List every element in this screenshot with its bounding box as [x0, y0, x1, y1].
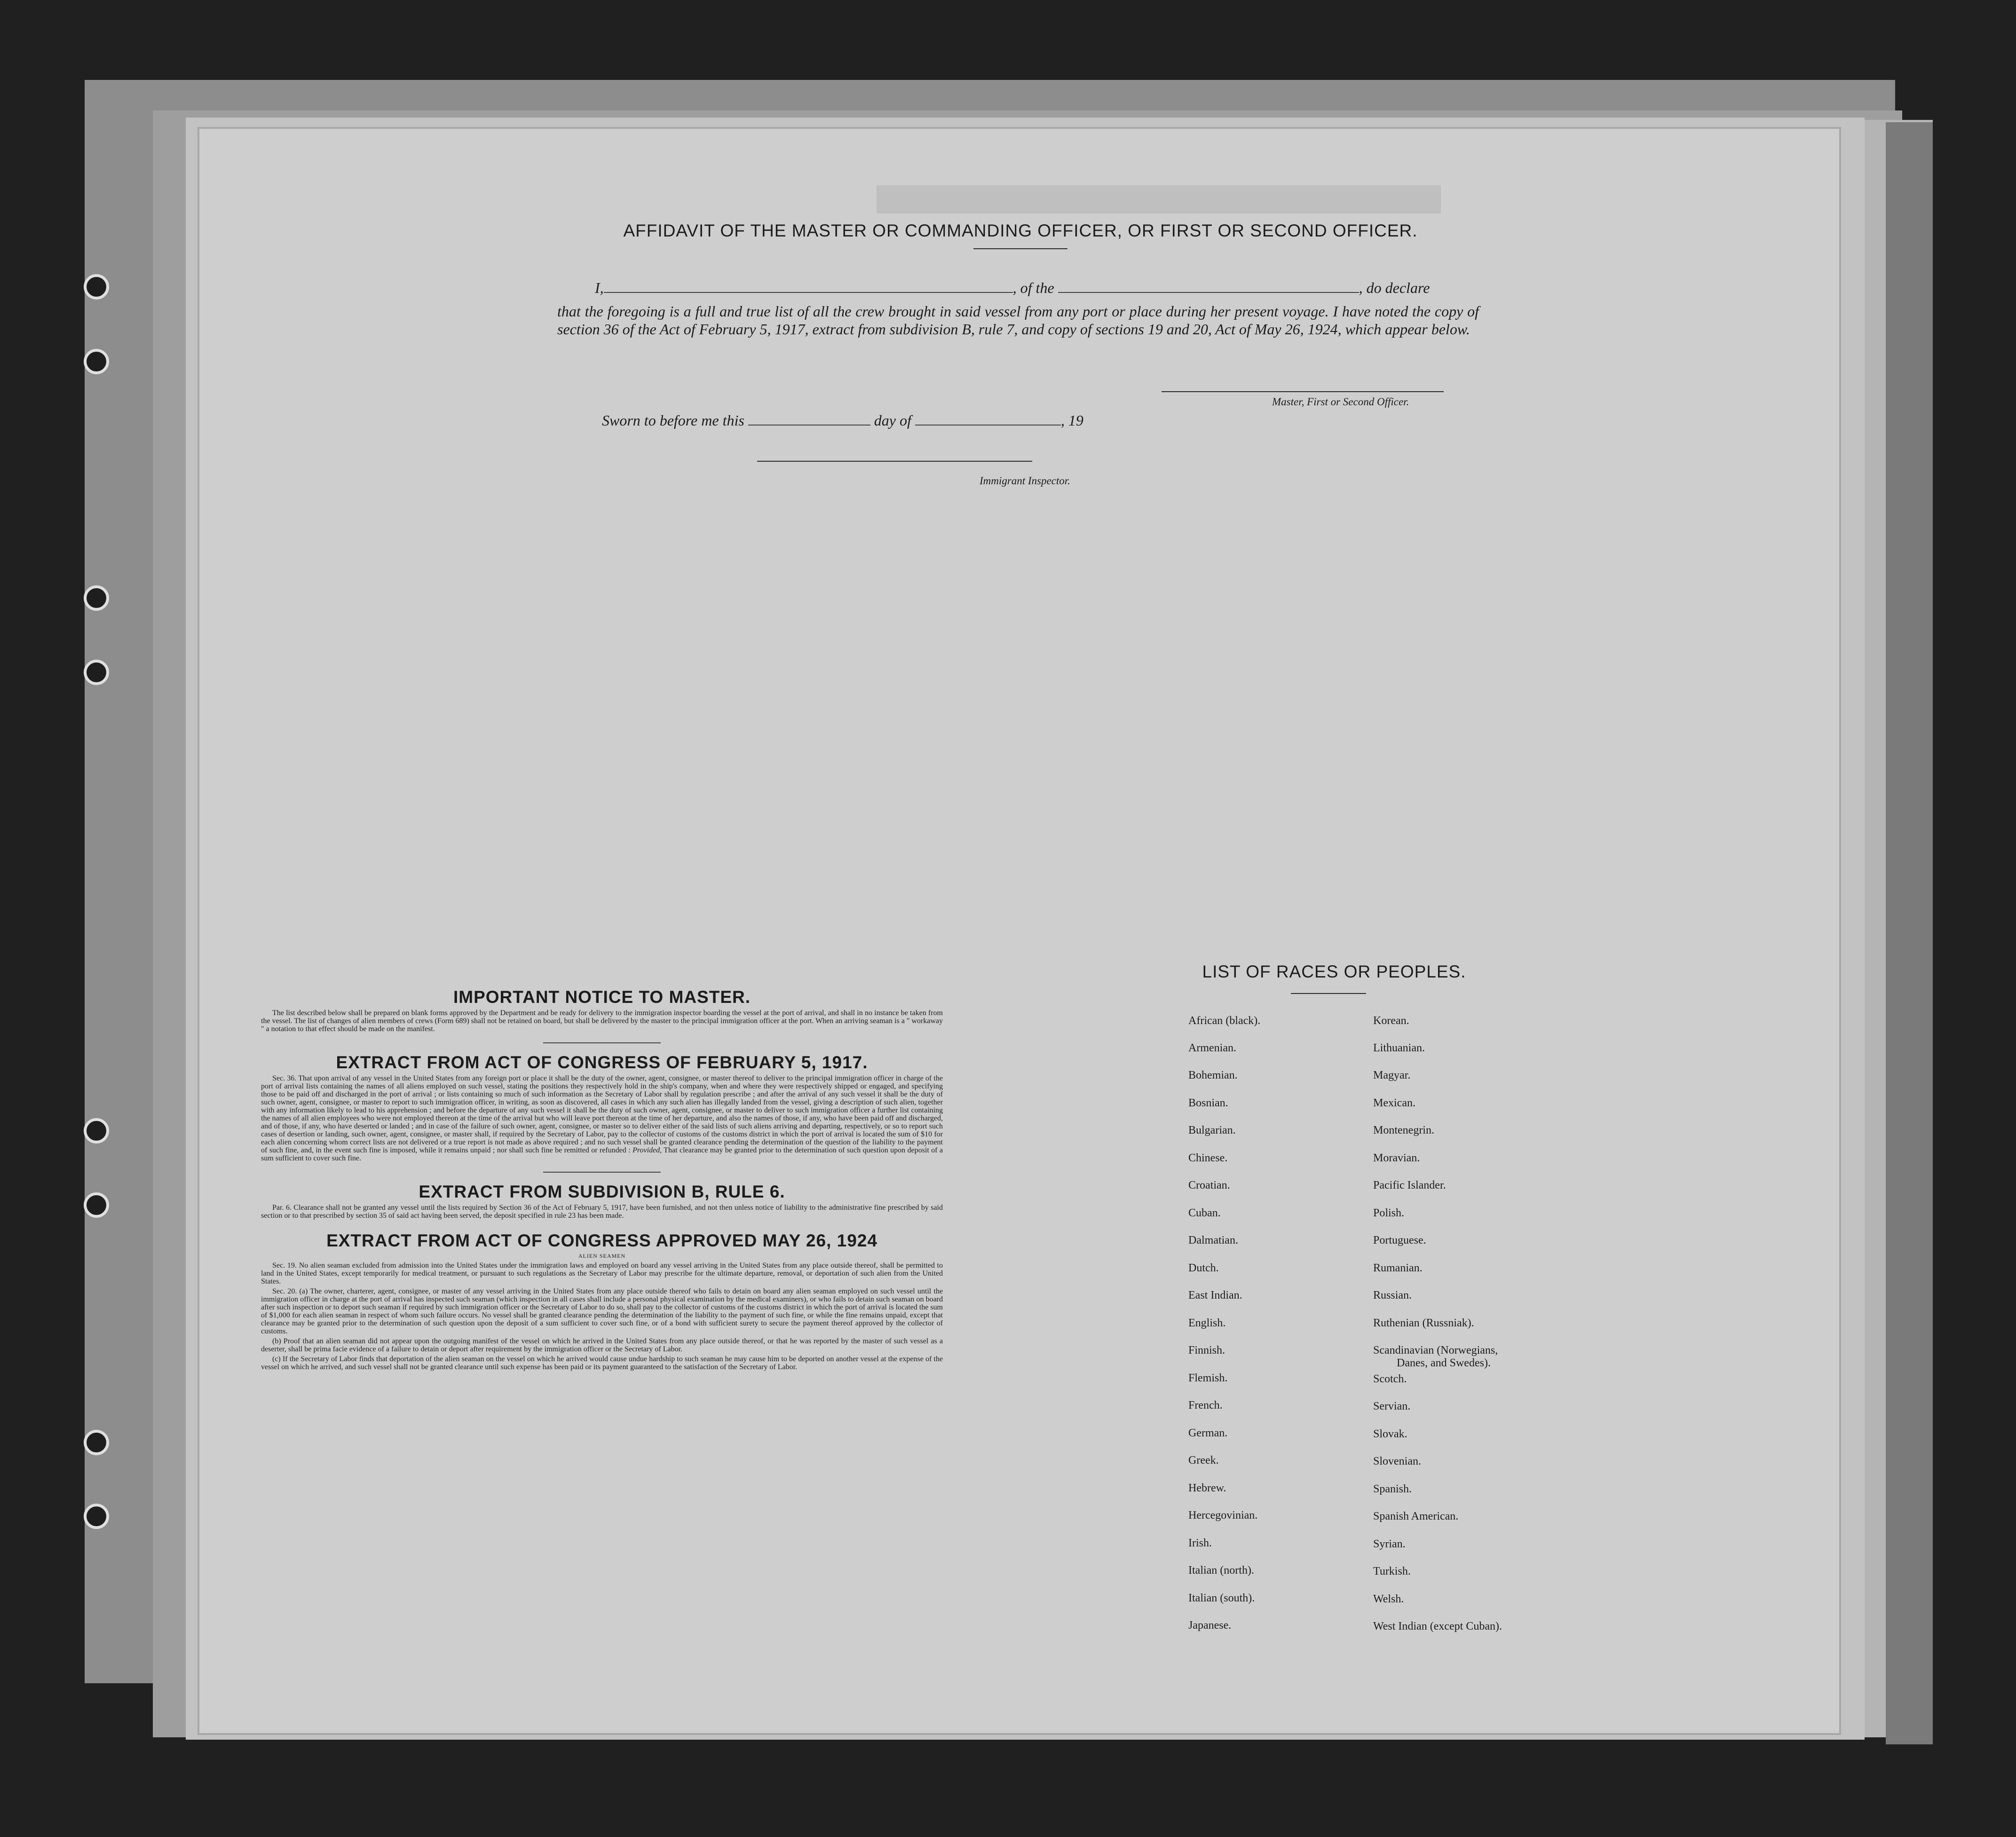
race-right-item: Ruthenian (Russniak).: [1373, 1317, 1474, 1329]
races-title-rule: [1291, 993, 1366, 994]
sworn-day-of: day of: [874, 412, 911, 429]
race-left-item: Irish.: [1188, 1537, 1212, 1549]
race-right-item: Montenegrin.: [1373, 1124, 1434, 1136]
proviso-label: Provided,: [632, 1146, 662, 1154]
race-left-item: Greek.: [1188, 1454, 1219, 1466]
race-right-item: Slovenian.: [1373, 1455, 1421, 1467]
sworn-line: [602, 412, 1083, 429]
bleed-through-header: [877, 185, 1441, 213]
race-right-item: Syrian.: [1373, 1538, 1406, 1550]
race-right-item: Korean.: [1373, 1015, 1409, 1027]
affidavit-of-the: , of the: [1012, 279, 1054, 296]
race-right-item: Mexican.: [1373, 1097, 1415, 1109]
races-title: LIST OF RACES OR PEOPLES.: [1202, 962, 1466, 981]
race-left-item: Chinese.: [1188, 1152, 1228, 1164]
proviso-text: That clearance may be granted prior to the determination of such question upon deposit of a sum sufficient to cover such fine.: [261, 1146, 943, 1162]
race-left-item: Italian (south).: [1188, 1592, 1255, 1604]
race-right-item: Magyar.: [1373, 1069, 1411, 1081]
spacer: [261, 1220, 943, 1231]
race-right-item: Rumanian.: [1373, 1262, 1423, 1274]
binding-hole: [84, 585, 109, 611]
sworn-prefix: Sworn to before me this: [602, 412, 744, 429]
race-left-item: Armenian.: [1188, 1042, 1236, 1054]
sec-19-text: Sec. 19. No alien seaman excluded from admission into the United States under the immigration laws and employed on board any vessel arriving in the United States from any place outside thereof, shall be permitted to land in the United States, except temporarily for medical treatment, or pursuant to such regulations as the Secretary of Labor may prescribe for the ultimate departure, removal, or deportation of such alien from the United States.: [261, 1261, 943, 1285]
extract-rule6-text: Par. 6. Clearance shall not be granted any vessel until the lists required by Section 36 of the Act of February 5, 1917, have been furnished, and not then unless notice of liability to the administrative fine prescribed by said section or to that prescribed by section 35 of said act having been served, the deposit specified in rule 23 has been made.: [261, 1204, 943, 1220]
inspector-signature-line: [757, 461, 1032, 462]
race-right-item: Russian.: [1373, 1289, 1412, 1301]
binding-hole: [84, 1118, 109, 1143]
legal-extracts-column: [261, 987, 943, 1371]
race-right-item: Moravian.: [1373, 1152, 1420, 1164]
race-right-item: West Indian (except Cuban).: [1373, 1620, 1502, 1632]
document-page: [198, 127, 1841, 1735]
race-left-item: English.: [1188, 1317, 1226, 1329]
sec-20b-text: (b) Proof that an alien seaman did not appear upon the outgoing manifest of the vessel on which he arrived in the United States from any place outside thereof, or that he was reported by the master of such vessel as a deserter, shall be prima facie evidence of a failure to detain or deport after requirement by the immigration officer or the Secretary of Labor.: [261, 1337, 943, 1353]
extract-1917-title: EXTRACT FROM ACT OF CONGRESS OF FEBRUARY 5, 1917.: [336, 1053, 868, 1072]
race-left-item: Cuban.: [1188, 1207, 1221, 1219]
affidavit-title: AFFIDAVIT OF THE MASTER OR COMMANDING OFFICER, OR FIRST OR SECOND OFFICER.: [623, 221, 1418, 240]
race-left-item: Italian (north).: [1188, 1564, 1254, 1577]
binding-hole: [84, 660, 109, 685]
race-left-item: Japanese.: [1188, 1619, 1232, 1632]
race-left-item: East Indian.: [1188, 1289, 1242, 1301]
race-right-item: Welsh.: [1373, 1593, 1404, 1605]
race-left-item: German.: [1188, 1427, 1228, 1439]
inspector-label: Immigrant Inspector.: [980, 475, 1070, 487]
binding-hole: [84, 1504, 109, 1529]
affidavit-declare: , do declare: [1359, 279, 1430, 296]
race-left-item: Dutch.: [1188, 1262, 1219, 1274]
race-right-item: Scandinavian (Norwegians,: [1373, 1344, 1498, 1356]
race-left-item: Hebrew.: [1188, 1482, 1226, 1494]
race-left-item: Dalmatian.: [1188, 1234, 1238, 1246]
sec-20a-text: Sec. 20. (a) The owner, charterer, agent, consignee, or master of any vessel arriving in the United States from any place outside thereof who fails to detain on board any alien seaman employed on such vessel until the immigration officer in charge at the port of arrival has inspected such seaman (which inspection in all cases shall include a personal physical examination by the medical examiners), or who fails to detain such seaman on board after such inspection or to deport such seaman if required by such immigration officer or the Secretary of Labor to do so, shall pay to the collector of customs of the customs district in which the port of arrival is located the sum of $1,000 for each alien seaman in respect of whom such failure occurs. No vessel shall be granted clearance pending the determination of the liability to the payment of such fine, or while the fine remains unpaid, except that clearance may be granted prior to the determination of such question upon the deposit of a sum sufficient to cover such fine, or of a bond with sufficient surety to secure the payment thereof approved by the collector of customs.: [261, 1287, 943, 1335]
extract-1917-text: [261, 1074, 943, 1162]
affidavit-body: that the foregoing is a full and true list of all the crew brought in said vessel from any port or place during her present voyage. I have noted the copy of section 36 of the Act of February 5, 1917, extract from subdivision B, rule 7, and copy of sections 19 and 20, Act of May 26, 1924, which appear below.: [557, 303, 1479, 338]
section-divider: [543, 1042, 661, 1043]
notice-text: The list described below shall be prepared on blank forms approved by the Department and be ready for delivery to the immigration inspector boarding the vessel at the port of arrival, and shall in no instance be taken from the vessel. The list of changes of alien members of crews (Form 689) shall not be retained on board, but shall be delivered by the master to the principal immigration officer at the port. When an arriving seaman is a " workaway " a notation to that effect should be made on the manifest.: [261, 1009, 943, 1033]
name-blank: [604, 292, 1013, 293]
section-divider: [543, 1172, 661, 1173]
right-dark-strip: [1886, 122, 1933, 1744]
sec-20c-text: (c) If the Secretary of Labor finds that deportation of the alien seaman on the vessel on which he arrived would cause undue hardship to such seaman he may cause him to be deported on another vessel at the expense of the vessel on which he arrived, and such vessel shall not be granted clearance until such expense has been paid or its payment guaranteed to the satisfaction of the Secretary of Labor.: [261, 1355, 943, 1371]
race-right-item: Scotch.: [1373, 1373, 1407, 1385]
signature-line: [1162, 391, 1444, 392]
race-right-item: Spanish.: [1373, 1483, 1412, 1495]
vessel-blank: [1058, 292, 1359, 293]
month-blank: [915, 425, 1061, 426]
race-right-item: Turkish.: [1373, 1565, 1411, 1577]
affidavit-i: I,: [595, 279, 604, 296]
affidavit-declaration-line: [557, 279, 1479, 297]
binding-hole: [84, 1192, 109, 1218]
race-left-item: French.: [1188, 1399, 1223, 1411]
sec-36-body: That upon arrival of any vessel in the United States from any foreign port or place it shall be the duty of the owner, agent, consignee, or master thereof to deliver to the principal immigration officer in charge of the port of arrival lists containing the names of all aliens employed on such vessel, stating the positions they respectively hold in the ship's company, when and where they were respectively shipped or engaged, and specifying those to be paid off and discharged in the port of arrival ; or lists containing so much of such information as the Secretary of Labor shall by regulation prescribe ; and after the arrival of any such vessel it shall be the duty of such owner, agent, consignee, or master to report to such immigration officer, in writing, as soon as discovered, all cases in which any such alien has illegally landed from the vessel, giving a description of such alien, together with any information likely to lead to his apprehension ; and before the departure of any such vessel it shall be the duty of such owner, agent, consignee, or master to deliver to such immigration officer a further list containing the names of all alien employees who were not employed thereon at the time of the arrival but who will leave port thereon at the time of her departure, and also the names of those, if any, who have been paid off and discharged, and of those, if any, who have deserted or landed ; and in case of the failure of such owner, agent, consignee, or master so to deliver either of the said lists of such aliens arriving and departing, respectively, or so to report such cases of desertion or landing, such owner, agent, consignee, or master shall, if required by the Secretary of Labor, pay to the collector of customs of the customs district in which the port of arrival is located the sum of $10 for each alien concerning whom correct lists are not delivered or a true report is not made as above required ; and no such vessel shall be granted clearance pending the determination of the question of the liability to the payment of such fine, and, in the event such fine is imposed, while it remains unpaid ; nor shall such fine be remitted or refunded :: [261, 1074, 943, 1154]
race-left-item: African (black).: [1188, 1015, 1261, 1027]
binding-hole: [84, 274, 109, 300]
race-right-item-continuation: Danes, and Swedes).: [1397, 1357, 1491, 1369]
sworn-year: , 19: [1060, 412, 1083, 429]
race-right-item: Portuguese.: [1373, 1234, 1426, 1246]
race-left-item: Bohemian.: [1188, 1069, 1238, 1081]
day-blank: [748, 425, 870, 426]
alien-seamen-subtitle: ALIEN SEAMEN: [578, 1253, 626, 1259]
binding-hole: [84, 349, 109, 374]
race-right-item: Spanish American.: [1373, 1510, 1459, 1522]
race-right-item: Servian.: [1373, 1400, 1411, 1412]
race-left-item: Hercegovinian.: [1188, 1509, 1258, 1522]
race-right-item: Slovak.: [1373, 1428, 1407, 1440]
binding-hole: [84, 1430, 109, 1455]
race-left-item: Croatian.: [1188, 1179, 1230, 1191]
title-rule: [973, 248, 1067, 249]
race-left-item: Flemish.: [1188, 1372, 1228, 1384]
race-right-item: Polish.: [1373, 1207, 1405, 1219]
race-right-item: Pacific Islander.: [1373, 1179, 1446, 1191]
notice-title: IMPORTANT NOTICE TO MASTER.: [453, 987, 751, 1007]
extract-rule6-title: EXTRACT FROM SUBDIVISION B, RULE 6.: [419, 1182, 785, 1201]
race-left-item: Bosnian.: [1188, 1097, 1228, 1109]
race-right-item: Lithuanian.: [1373, 1042, 1425, 1054]
signature-label: Master, First or Second Officer.: [1272, 396, 1409, 408]
race-left-item: Finnish.: [1188, 1344, 1225, 1356]
race-left-item: Bulgarian.: [1188, 1124, 1236, 1136]
extract-1924-title: EXTRACT FROM ACT OF CONGRESS APPROVED MAY 26, 1924: [326, 1231, 878, 1250]
sec-36-label: Sec. 36.: [272, 1074, 297, 1082]
